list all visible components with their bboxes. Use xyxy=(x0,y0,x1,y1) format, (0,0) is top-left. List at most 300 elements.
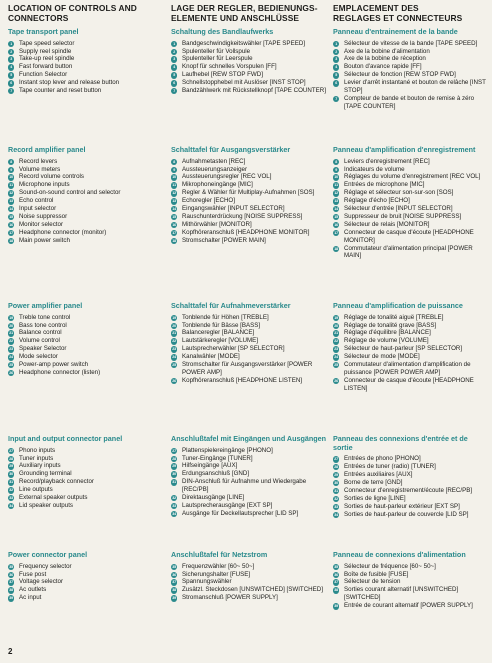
list-item xyxy=(333,511,489,519)
item-label: Bandzählwerk mit Rückstellknopf [TAPE COUNTER] xyxy=(182,87,326,95)
item-list xyxy=(171,158,331,245)
item-list xyxy=(8,40,166,95)
list-item xyxy=(8,470,166,478)
item-label: Sélecteur de mode [MODE] xyxy=(344,353,420,361)
item-list xyxy=(171,40,331,95)
list-item xyxy=(171,237,331,245)
item-number-badge: 18 xyxy=(334,246,339,251)
column-heading-line: CONNECTORS xyxy=(8,12,69,23)
item-number-badge: 33 xyxy=(172,503,177,508)
item-number-badge: 37 xyxy=(9,580,14,585)
item-label: Record volume controls xyxy=(19,173,84,181)
item-number-badge: 31 xyxy=(9,480,14,485)
list-item xyxy=(171,40,331,48)
list-item xyxy=(333,166,489,174)
item-number-badge: 11 xyxy=(334,183,339,188)
section xyxy=(171,146,331,245)
item-label: Lautsprecherwähler [SP SELECTOR] xyxy=(182,345,285,353)
section xyxy=(8,28,166,95)
item-list xyxy=(333,455,489,518)
item-label: Hilfseingänge [AUX] xyxy=(182,462,238,470)
list-item xyxy=(8,173,166,181)
item-number-badge: 8 xyxy=(171,159,177,165)
item-list xyxy=(8,314,166,377)
item-number-badge: 35 xyxy=(172,564,177,569)
section xyxy=(171,302,331,385)
section-title: Panneau de connexions d'alimentation xyxy=(333,550,466,559)
item-label: Leviers d'enregistrement [REC] xyxy=(344,157,430,165)
item-label: Headphone connector (listen) xyxy=(19,368,101,376)
item-label: Stromschalter [POWER MAIN] xyxy=(182,236,266,244)
item-label: Knopf für schnelles Vorspulen [FF] xyxy=(182,63,277,71)
item-label: Fast forward button xyxy=(19,63,73,71)
item-number-badge: 9 xyxy=(333,167,339,173)
item-number-badge: 39 xyxy=(334,604,339,609)
item-label: External speaker outputs xyxy=(19,494,88,502)
list-item xyxy=(171,571,331,579)
item-label: Mode selector xyxy=(19,353,58,361)
item-label: Echo control xyxy=(19,197,54,205)
list-item xyxy=(171,377,331,385)
list-item xyxy=(8,87,166,95)
item-list xyxy=(333,158,489,261)
item-number-badge: 32 xyxy=(334,496,339,501)
list-item xyxy=(171,455,331,463)
item-label: Connecteur de casque d'écoute [HEADPHONE LISTEN] xyxy=(344,376,474,392)
item-label: Borne de terre [GND] xyxy=(344,478,403,486)
item-list xyxy=(8,158,166,245)
list-item xyxy=(333,361,489,377)
item-number-badge: 13 xyxy=(9,199,14,204)
item-number-badge: 19 xyxy=(9,315,14,320)
section-title: Schalttafel für Aufnahmeverstärker xyxy=(171,301,291,310)
list-item xyxy=(8,314,166,322)
item-number-badge: 17 xyxy=(334,230,339,235)
list-item xyxy=(333,586,489,602)
item-label: Lautstärkeregler [VOLUME] xyxy=(182,337,258,345)
item-number-badge: 11 xyxy=(9,183,14,188)
list-item xyxy=(171,221,331,229)
list-item xyxy=(8,353,166,361)
list-item xyxy=(8,486,166,494)
item-number-badge: 5 xyxy=(8,72,14,78)
item-number-badge: 6 xyxy=(8,80,14,86)
item-label: Boîte de fusible [FUSE] xyxy=(344,570,409,578)
list-item xyxy=(171,578,331,586)
item-number-badge: 17 xyxy=(172,230,177,235)
list-item xyxy=(333,479,489,487)
item-label: Réglage de tonalité aiguë [TREBLE] xyxy=(344,313,444,321)
list-item xyxy=(171,563,331,571)
item-number-badge: 32 xyxy=(172,496,177,501)
item-number-badge: 22 xyxy=(9,339,14,344)
item-label: Compteur de bande et bouton de remise à zéro [TAPE COUNTER] xyxy=(344,94,475,110)
item-number-badge: 30 xyxy=(334,480,339,485)
item-label: Sicherungshalter [FUSE] xyxy=(182,570,251,578)
item-number-badge: 37 xyxy=(172,580,177,585)
list-item xyxy=(333,563,489,571)
item-label: Monitor selector xyxy=(19,220,64,228)
list-item xyxy=(333,189,489,197)
item-label: Kanalwähler [MODE] xyxy=(182,353,240,361)
section-title: Schalttafel für Ausgangsverstärker xyxy=(171,145,291,154)
item-label: Sorties de haut-parleur extérieur [EXT SP] xyxy=(344,502,460,510)
list-item xyxy=(8,213,166,221)
list-item xyxy=(8,158,166,166)
item-number-badge: 28 xyxy=(172,456,177,461)
list-item xyxy=(171,189,331,197)
list-item xyxy=(8,55,166,63)
list-item xyxy=(333,322,489,330)
list-item xyxy=(171,494,331,502)
page-number: 2 xyxy=(8,647,13,656)
list-item xyxy=(333,353,489,361)
list-item xyxy=(8,337,166,345)
item-label: Frequency selector xyxy=(19,562,72,570)
item-label: Sélecteur de tension xyxy=(344,578,401,586)
item-number-badge: 5 xyxy=(333,72,339,78)
item-list xyxy=(333,40,489,111)
list-item xyxy=(171,594,331,602)
item-label: Ac outlets xyxy=(19,586,47,594)
list-item xyxy=(333,181,489,189)
item-label: Axe de la bobine de réception xyxy=(344,55,426,63)
list-item xyxy=(8,563,166,571)
list-item xyxy=(333,205,489,213)
item-label: Fuse post xyxy=(19,570,47,578)
list-item xyxy=(171,71,331,79)
item-label: Speaker Selector xyxy=(19,345,67,353)
list-item xyxy=(333,63,489,71)
list-item xyxy=(171,79,331,87)
list-item xyxy=(171,229,331,237)
list-item xyxy=(171,502,331,510)
list-item xyxy=(8,455,166,463)
section xyxy=(171,28,331,95)
item-list xyxy=(333,314,489,393)
item-number-badge: 14 xyxy=(9,207,14,212)
list-item xyxy=(333,345,489,353)
section-title: Anschlußtafel mit Eingängen und Ausgängen xyxy=(171,434,327,443)
item-label: Axe de la bobine d'alimentation xyxy=(344,47,430,55)
item-number-badge: 10 xyxy=(334,175,339,180)
item-number-badge: 17 xyxy=(9,230,14,235)
item-number-badge: 10 xyxy=(172,175,177,180)
list-item xyxy=(8,462,166,470)
item-label: Lid speaker outputs xyxy=(19,501,74,509)
section-title: Anschlußtafel für Netzstrom xyxy=(171,550,268,559)
section-title: Tape transport panel xyxy=(8,27,79,36)
item-number-badge: 4 xyxy=(171,64,177,70)
list-item xyxy=(171,173,331,181)
item-number-badge: 15 xyxy=(9,214,14,219)
item-number-badge: 24 xyxy=(334,355,339,360)
item-label: Ausgänge für Deckellautsprecher [LID SP] xyxy=(182,509,299,517)
section xyxy=(171,435,331,518)
item-number-badge: 23 xyxy=(334,347,339,352)
item-number-badge: 25 xyxy=(172,363,177,368)
item-number-badge: 21 xyxy=(9,331,14,336)
section xyxy=(8,302,166,377)
item-label: Stromanschluß [POWER SUPPLY] xyxy=(182,594,278,602)
item-number-badge: 2 xyxy=(333,49,339,55)
item-number-badge: 20 xyxy=(9,323,14,328)
item-label: Spulenteller für Vollspule xyxy=(182,47,251,55)
section-title: Power amplifier panel xyxy=(8,301,83,310)
list-item xyxy=(333,602,489,610)
list-item xyxy=(8,237,166,245)
item-number-badge: 29 xyxy=(172,464,177,469)
section-title: Panneau d'amplification d'enregistrement xyxy=(333,145,476,154)
item-number-badge: 4 xyxy=(333,64,339,70)
item-label: Réglages du volume d'enregistrement [REC VOL] xyxy=(344,173,481,181)
item-number-badge: 39 xyxy=(9,596,14,601)
column-fr xyxy=(333,4,489,644)
item-number-badge: 30 xyxy=(9,472,14,477)
section-title: Power connector panel xyxy=(8,550,88,559)
item-label: Plattenspielereingänge [PHONO] xyxy=(182,446,273,454)
item-number-badge: 36 xyxy=(334,572,339,577)
item-number-badge: 28 xyxy=(334,465,339,470)
list-item xyxy=(333,245,489,261)
item-number-badge: 26 xyxy=(172,378,177,383)
list-item xyxy=(171,586,331,594)
item-number-badge: 23 xyxy=(172,347,177,352)
item-label: Frequenzwähler [60~ 50~] xyxy=(182,562,255,570)
column-heading-line: EMPLACEMENT DES xyxy=(333,3,419,13)
item-label: Spannungswähler xyxy=(182,578,232,586)
section xyxy=(333,28,489,111)
item-number-badge: 23 xyxy=(9,347,14,352)
item-number-badge: 3 xyxy=(171,56,177,62)
item-label: Function Selector xyxy=(19,71,68,79)
item-number-badge: 15 xyxy=(172,214,177,219)
item-number-badge: 24 xyxy=(9,355,14,360)
column-heading xyxy=(8,4,166,23)
item-number-badge: 16 xyxy=(334,222,339,227)
item-number-badge: 37 xyxy=(334,580,339,585)
item-number-badge: 20 xyxy=(334,323,339,328)
item-label: Record levers xyxy=(19,157,58,165)
list-item xyxy=(8,221,166,229)
section xyxy=(171,551,331,602)
item-label: Sorties de ligne [LINE] xyxy=(344,494,406,502)
item-label: Bass tone control xyxy=(19,321,67,329)
item-label: Commutateur d'alimentation principal [POWER MAIN] xyxy=(344,244,473,260)
item-number-badge: 24 xyxy=(172,355,177,360)
list-item xyxy=(333,229,489,245)
list-item xyxy=(333,495,489,503)
section-title: Panneau d'entrainement de la bande xyxy=(333,27,458,36)
item-label: Connecteur de casque d'écoute [HEADPHONE MONITOR] xyxy=(344,228,474,244)
item-label: Entrées auxiliaires [AUX] xyxy=(344,471,413,478)
item-label: Input selector xyxy=(19,205,57,213)
list-item xyxy=(333,503,489,511)
list-item xyxy=(171,353,331,361)
item-label: Entrées de tuner (radio) [TUNER] xyxy=(344,463,436,471)
item-label: Zusätzl. Steckdosen [UNSWITCHED] [SWITCHED] xyxy=(182,586,323,594)
item-number-badge: 38 xyxy=(172,588,177,593)
list-item xyxy=(171,181,331,189)
item-number-badge: 34 xyxy=(172,511,177,516)
item-list xyxy=(8,563,166,603)
list-item xyxy=(171,87,331,95)
item-number-badge: 31 xyxy=(334,488,339,493)
list-item xyxy=(333,48,489,56)
item-label: Balanceregler [BALANCE] xyxy=(182,329,255,337)
item-label: Eingangswähler [INPUT SELECTOR] xyxy=(182,205,285,213)
item-number-badge: 21 xyxy=(334,331,339,336)
item-list xyxy=(8,447,166,510)
section-title: Panneau des connexions d'entrée et de sortie xyxy=(333,434,468,452)
item-label: Commutateur d'alimentation d'amplification de puissance [POWER POWER AMP] xyxy=(344,361,471,376)
list-item xyxy=(333,487,489,495)
list-item xyxy=(8,197,166,205)
item-number-badge: 34 xyxy=(334,512,339,517)
item-number-badge: 7 xyxy=(333,96,339,102)
section xyxy=(333,551,489,610)
list-item xyxy=(333,197,489,205)
item-number-badge: 30 xyxy=(172,472,177,477)
item-number-badge: 13 xyxy=(334,199,339,204)
item-label: Sélecteur de haut-parleur [SP SELECTOR] xyxy=(344,345,463,353)
item-list xyxy=(171,447,331,518)
column-heading-line: REGLAGES ET CONNECTEURS xyxy=(333,12,463,23)
column-heading-line: LOCATION OF CONTROLS AND xyxy=(8,3,137,13)
item-number-badge: 1 xyxy=(333,41,339,47)
list-item xyxy=(171,197,331,205)
section xyxy=(333,146,489,260)
list-item xyxy=(333,213,489,221)
item-label: Entrées de phono [PHONO] xyxy=(344,455,421,463)
item-number-badge: 31 xyxy=(172,480,177,485)
list-item xyxy=(171,158,331,166)
list-item xyxy=(333,455,489,463)
item-label: Take-up reel spindle xyxy=(19,55,75,63)
item-label: Tuner inputs xyxy=(19,454,54,462)
item-label: Voltage selector xyxy=(19,578,64,586)
item-label: Réglage et sélecteur son-sur-son [SOS] xyxy=(344,189,454,197)
list-item xyxy=(171,213,331,221)
section xyxy=(333,302,489,393)
item-label: Auxiliary inputs xyxy=(19,462,61,470)
item-number-badge: 32 xyxy=(9,488,14,493)
list-item xyxy=(8,63,166,71)
item-label: Sélecteur d'entrée [INPUT SELECTOR] xyxy=(344,205,453,213)
list-item xyxy=(171,510,331,518)
list-item xyxy=(8,181,166,189)
item-number-badge: 16 xyxy=(9,222,14,227)
item-number-badge: 18 xyxy=(172,238,177,243)
item-number-badge: 25 xyxy=(9,363,14,368)
item-number-badge: 11 xyxy=(172,183,177,188)
list-item xyxy=(8,189,166,197)
item-number-badge: 26 xyxy=(9,370,14,375)
item-label: Supply reel spindle xyxy=(19,47,72,55)
column-heading-line: LAGE DER REGLER, BEDIENUNGS- xyxy=(171,3,318,13)
item-number-badge: 26 xyxy=(334,378,339,383)
section xyxy=(333,435,489,518)
item-label: Spulenteller für Leerspule xyxy=(182,55,253,63)
list-item xyxy=(8,40,166,48)
list-item xyxy=(333,173,489,181)
item-number-badge: 3 xyxy=(8,56,14,62)
list-item xyxy=(333,95,489,111)
list-item xyxy=(8,594,166,602)
list-item xyxy=(8,48,166,56)
list-item xyxy=(333,71,489,79)
item-number-badge: 21 xyxy=(172,331,177,336)
list-item xyxy=(171,166,331,174)
list-item xyxy=(333,471,489,479)
item-label: Echoregler [ECHO] xyxy=(182,197,235,205)
list-item xyxy=(8,229,166,237)
list-item xyxy=(333,377,489,393)
item-number-badge: 36 xyxy=(9,572,14,577)
item-number-badge: 8 xyxy=(333,159,339,165)
list-item xyxy=(8,586,166,594)
section-title: Schaltung des Bandlaufwerks xyxy=(171,27,274,36)
item-label: Réglage de volume [VOLUME] xyxy=(344,337,429,345)
section xyxy=(8,435,166,510)
item-number-badge: 4 xyxy=(8,64,14,70)
list-item xyxy=(8,502,166,510)
list-item xyxy=(8,494,166,502)
item-number-badge: 10 xyxy=(9,175,14,180)
column-heading-line: ELEMENTE UND ANSCHLÜSSE xyxy=(171,12,300,23)
list-item xyxy=(171,337,331,345)
list-item xyxy=(333,329,489,337)
list-item xyxy=(171,470,331,478)
list-item xyxy=(171,205,331,213)
list-item xyxy=(171,447,331,455)
item-number-badge: 2 xyxy=(8,49,14,55)
item-label: Rauschunterdrückung [NOISE SUPPRESS] xyxy=(182,212,303,220)
item-number-badge: 35 xyxy=(9,564,14,569)
item-label: Aussteuerungsanzeiger xyxy=(182,165,248,173)
column-en xyxy=(8,4,166,644)
item-number-badge: 14 xyxy=(334,207,339,212)
list-item xyxy=(8,322,166,330)
item-label: Bandgeschwindigkeitswähler [TAPE SPEED] xyxy=(182,39,306,47)
list-item xyxy=(333,55,489,63)
item-list xyxy=(171,563,331,603)
item-label: Entrée de courant alternatif [POWER SUPPLY] xyxy=(344,602,473,610)
item-label: Lautsprecherausgänge [EXT SP] xyxy=(182,501,273,509)
item-number-badge: 39 xyxy=(172,596,177,601)
item-number-badge: 14 xyxy=(172,207,177,212)
item-label: Direktausgänge [LINE] xyxy=(182,494,245,502)
item-number-badge: 9 xyxy=(8,167,14,173)
item-label: Sélecteur de vitesse de la bande [TAPE SPEED] xyxy=(344,39,478,47)
item-number-badge: 13 xyxy=(172,199,177,204)
list-item xyxy=(171,63,331,71)
item-label: Tuner-Eingänge [TUNER] xyxy=(182,454,253,462)
item-label: Suppresseur de bruit [NOISE SUPPRESS] xyxy=(344,212,462,220)
list-item xyxy=(8,329,166,337)
item-label: Entrées de microphone [MIC] xyxy=(344,181,425,189)
item-label: Mikrophoneingänge [MIC] xyxy=(182,181,253,189)
item-label: Kopfhöreranschluß [HEADPHONE LISTEN] xyxy=(182,376,303,384)
item-label: Sélecteur de fréquence [60~ 50~] xyxy=(344,562,436,570)
item-number-badge: 15 xyxy=(334,214,339,219)
list-item xyxy=(8,71,166,79)
item-label: Noise suppressor xyxy=(19,212,68,220)
item-label: Main power switch xyxy=(19,236,70,244)
item-label: Ac input xyxy=(19,594,42,602)
column-de xyxy=(171,4,331,644)
list-item xyxy=(171,322,331,330)
